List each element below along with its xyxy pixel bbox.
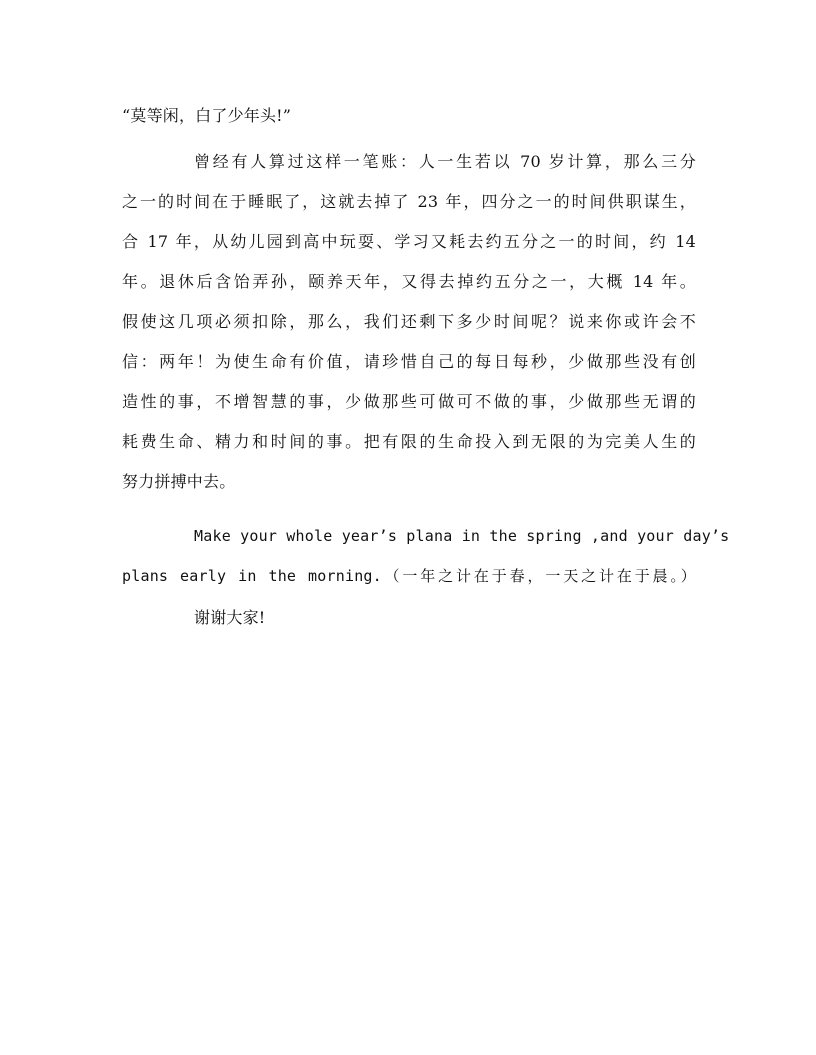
paragraph-1-line-5: 假使这几项必须扣除，那么，我们还剩下多少时间呢？说来你或许会不 bbox=[122, 312, 696, 331]
paragraph-1-line-9: 努力拼搏中去。 bbox=[122, 472, 236, 491]
paragraph-1-line-7: 造性的事，不增智慧的事，少做那些可做可不做的事，少做那些无谓的 bbox=[122, 392, 696, 411]
paragraph-1-line-8: 耗费生命、精力和时间的事。把有限的生命投入到无限的为完美人生的 bbox=[122, 432, 696, 451]
paragraph-1-line-2: 之一的时间在于睡眠了，这就去掉了 23 年，四分之一的时间供职谋生， bbox=[122, 192, 696, 211]
paragraph-1-line-3: 合 17 年，从幼儿园到高中玩耍、学习又耗去约五分之一的时间，约 14 bbox=[122, 232, 696, 251]
paragraph-1-line-6: 信：两年！为使生命有价值，请珍惜自己的每日每秒，少做那些没有创 bbox=[122, 352, 696, 371]
opening-quote: “莫等闲，白了少年头!” bbox=[122, 106, 292, 125]
paragraph-2-line-2: plans early in the morning.（一年之计在于春，一天之计在于晨。） bbox=[122, 567, 696, 585]
paragraph-1-line-1: 曾经有人算过这样一笔账：人一生若以 70 岁计算，那么三分 bbox=[194, 152, 696, 171]
paragraph-2-line-1: Make your whole year’s plana in the spring ,and your day’s bbox=[194, 527, 730, 545]
signoff: 谢谢大家! bbox=[194, 608, 266, 627]
paragraph-1-line-4: 年。退休后含饴弄孙，颐养天年，又得去掉约五分之一，大概 14 年。 bbox=[122, 272, 696, 291]
